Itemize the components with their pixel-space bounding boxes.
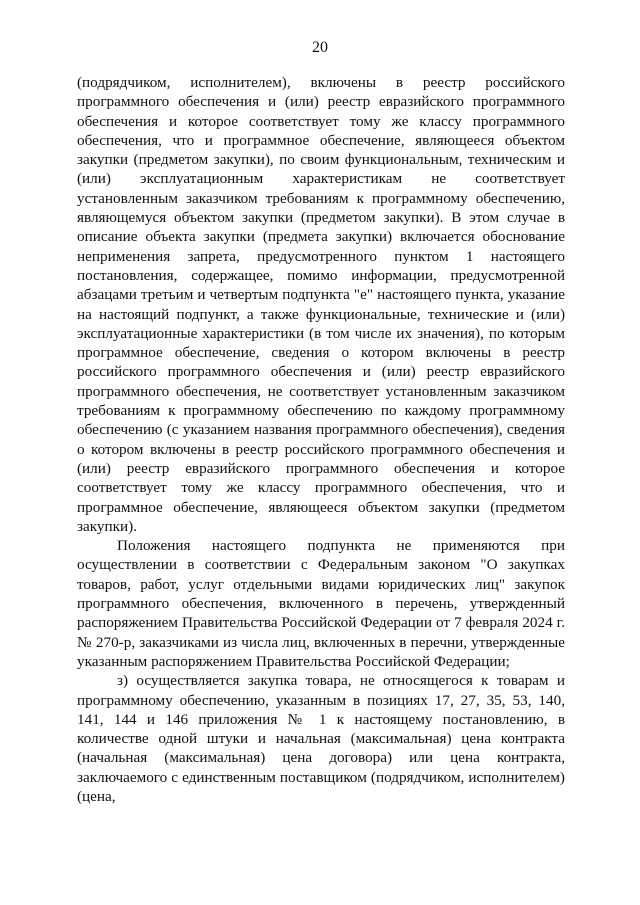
paragraph-subclause-z: з) осуществляется закупка товара, не относящегося к товарам и программному обеспечению, указанным в позициях 17, 27, 35, 53, 140, 141, 144 и 146 приложения № 1 к настоящему постановлению, в количестве одной штуки и начальная (максимальная) цена контракта (начальная (максимальная) цена договора) или цена контракта, заключаемого с единственным поставщиком (подрядчиком, исполнителем) (цена,: [77, 672, 565, 805]
page-number: 20: [312, 39, 328, 56]
paragraph-exemption: Положения настоящего подпункта не применяются при осуществлении в соответствии с Федеральным законом "О закупках товаров, работ, услуг отдельными видами юридических лиц" закупок программного обеспечения, включенного в перечень, утвержденный распоряжением Правительства Российской Федерации от 7 февраля 2024 г. № 270-р, заказчиками из числа лиц, включенных в перечни, утвержденные указанным распоряжением Правительства Российской Федерации;: [77, 537, 565, 670]
paragraph-continuation: (подрядчиком, исполнителем), включены в реестр российского программного обеспечения и (или) реестр евразийского программного обеспечения и которое соответствует тому же классу программного обеспечения, что и программное обеспечение, являющееся объектом закупки (предметом закупки), по своим функциональным, техническим и (или) эксплуатационным характеристикам не соответствует установленным заказчиком требованиям к программному обеспечению, являющемуся объектом закупки (предметом закупки). В этом случае в описание объекта закупки (предмета закупки) включается обоснование неприменения запрета, предусмотренного пунктом 1 настоящего постановления, содержащее, помимо информации, предусмотренной абзацами третьим и четвертым подпункта "е" настоящего пункта, указание на настоящий подпункт, а также функциональные, технические и (или) эксплуатационные характеристики (в том числе их значения), по которым программное обеспечение, сведения о котором включены в реестр российского программного обеспечения и (или) реестр евразийского программного обеспечения, не соответствует установленным заказчиком требованиям к программному обеспечению по каждому программному обеспечению (с указанием названия программного обеспечения), сведения о котором включены в реестр российского программного обеспечения и (или) реестр евразийского программного обеспечения и которое соответствует тому же классу программного обеспечения, что и программное обеспечение, являющееся объектом закупки (предметом закупки).: [77, 74, 565, 535]
document-body: [77, 73, 565, 806]
